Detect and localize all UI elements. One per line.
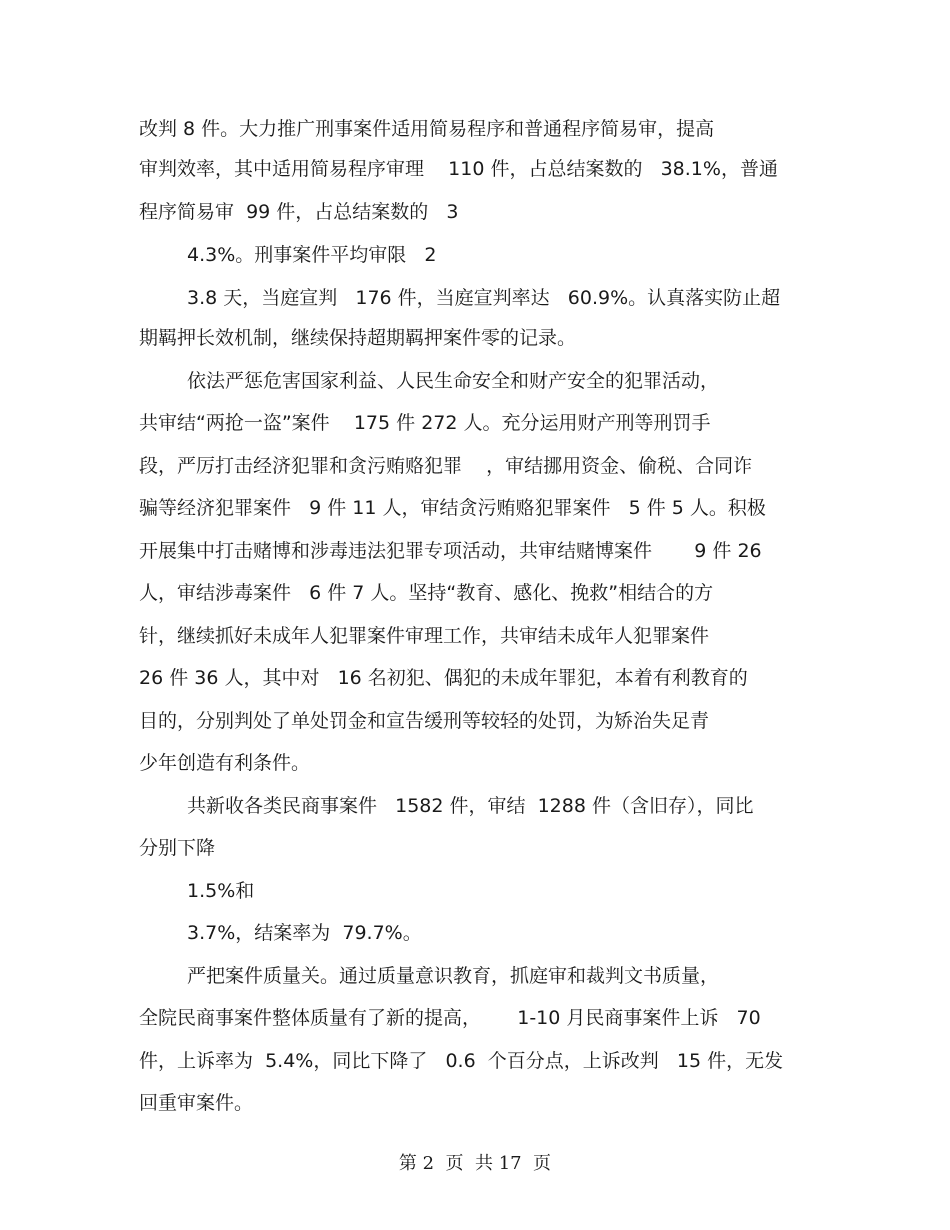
text-line: 改判 8 件。大力推广刑事案件适用简易程序和普通程序简易审，提高 [139, 118, 715, 140]
text-line: 严把案件质量关。通过质量意识教育，抓庭审和裁判文书质量， [187, 965, 720, 987]
text-line: 回重审案件。 [139, 1092, 254, 1114]
text-line: 骗等经济犯罪案件 9 件 11 人，审结贪污贿赂犯罪案件 5 件 5 人。积极 [139, 497, 766, 519]
text-line: 审判效率，其中适用简易程序审理 110 件，占总结案数的 38.1%，普通 [139, 158, 778, 180]
text-line: 期羁押长效机制，继续保持超期羁押案件零的记录。 [139, 327, 577, 349]
text-line: 依法严惩危害国家利益、人民生命安全和财产安全的犯罪活动， [187, 370, 720, 392]
text-line: 3.7%，结案率为 79.7%。 [187, 922, 422, 944]
page-footer: 第 2 页 共 17 页 [398, 1153, 552, 1174]
text-line: 共审结“两抢一盗”案件 175 件 272 人。充分运用财产刑等刑罚手 [139, 412, 711, 434]
text-line: 3.8 天，当庭宣判 176 件，当庭宣判率达 60.9%。认真落实防止超 [187, 287, 781, 309]
text-line: 件，上诉率为 5.4%，同比下降了 0.6 个百分点，上诉改判 15 件，无发 [139, 1050, 784, 1072]
text-line: 1.5%和 [187, 880, 255, 902]
text-line: 针，继续抓好未成年人犯罪案件审理工作，共审结未成年人犯罪案件 [139, 625, 710, 647]
text-line: 26 件 36 人，其中对 16 名初犯、偶犯的未成年罪犯，本着有利教育的 [139, 667, 748, 689]
text-line: 少年创造有利条件。 [139, 752, 311, 774]
text-line: 人，审结涉毒案件 6 件 7 人。坚持“教育、感化、挽救”相结合的方 [139, 582, 714, 604]
text-line: 段，严厉打击经济犯罪和贪污贿赂犯罪 ，审结挪用资金、偷税、合同诈 [139, 455, 753, 477]
text-line: 全院民商事案件整体质量有了新的提高， 1-10 月民商事案件上诉 70 [139, 1007, 761, 1029]
text-line: 目的，分别判处了单处罚金和宣告缓刑等较轻的处罚，为矫治失足青 [139, 710, 710, 732]
text-line: 分别下降 [139, 837, 216, 859]
text-line: 开展集中打击赌博和涉毒违法犯罪专项活动，共审结赌博案件 9 件 26 [139, 540, 762, 562]
text-line: 程序简易审 99 件，占总结案数的 3 [139, 201, 459, 223]
text-line: 4.3%。刑事案件平均审限 2 [187, 244, 437, 266]
text-line: 共新收各类民商事案件 1582 件，审结 1288 件（含旧存），同比 [187, 795, 754, 817]
